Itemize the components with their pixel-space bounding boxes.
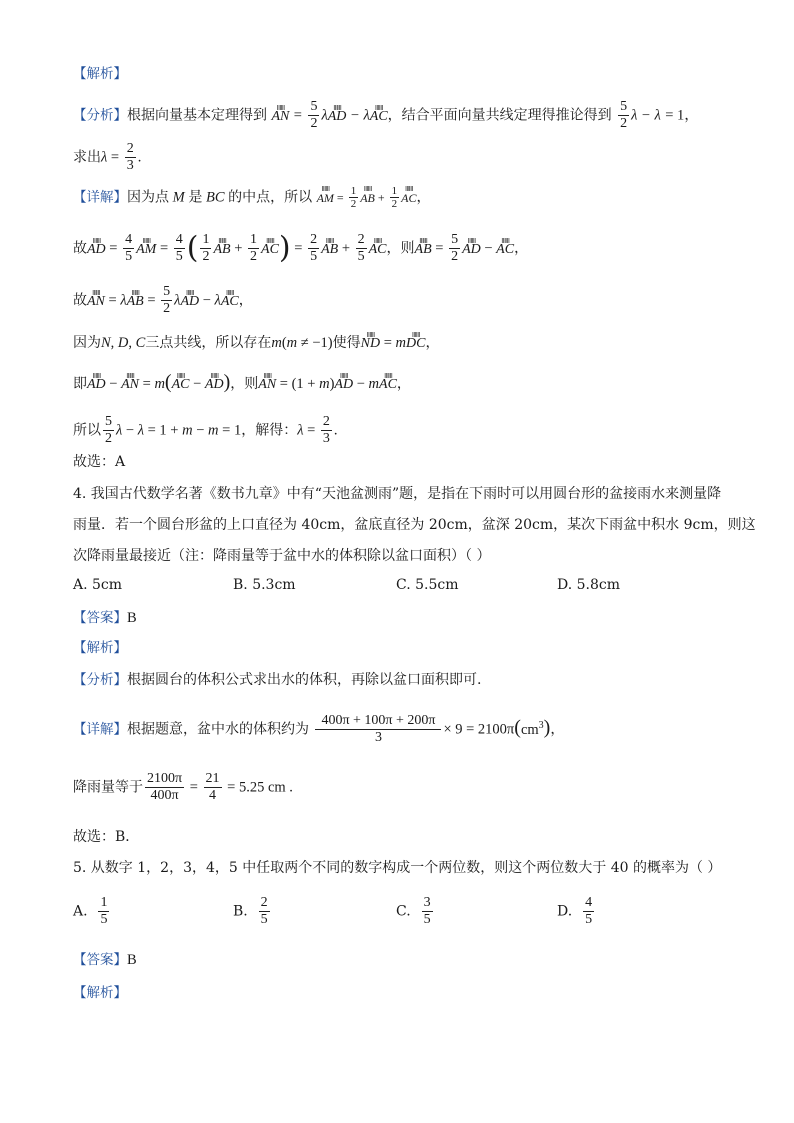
jiexi-label-3: 【解析】 (73, 985, 127, 1001)
q4-stem-line-1: 4. 我国古代数学名著《数书九章》中有“天池盆测雨”题，是指在下雨时可以用圆台形的盆接雨水来测量降 (73, 486, 722, 502)
q4-option-c: C. 5.5cm (396, 577, 459, 593)
q4-detail-line: 【详解】根据题意，盆中水的体积约为 $\frac{400\pi + 100\pi + 200\pi}{3}$ × $9 = 2100\pi(cm^3)$， (73, 713, 565, 745)
gu-text-2: 故 (73, 292, 87, 309)
suoyi-text: 所以 (73, 422, 101, 439)
q3-detail-line-2: 故ⅢⅢ AD = $\frac{4}{5}$ ⅢⅢ AM = $\frac{4}{5}$ ( $\frac{1}{2}$ ⅢⅢ AB + $\frac{1}{2}$ ⅢⅢ AC) = $\frac{2}{5}$ ⅢⅢ AB + $\frac{2}{5}$ ⅢⅢ AC，则ⅢⅢ AB = $\frac{5}{2}$ ⅢⅢ AD − ⅢⅢ AC， (73, 232, 734, 265)
q4-answer-line (73, 608, 734, 628)
fenxi-label: 【分析】 (73, 107, 127, 124)
q3-detail-line-3: 故ⅢⅢ AN = λⅢⅢ AB = $\frac{5}{2}$ λⅢⅢ AD − λⅢⅢ AC， (73, 284, 734, 317)
q3-analysis-text-b: ，结合平面向量共线定理得推论得到 (387, 107, 612, 124)
q3-analysis-text-c: 求出 (73, 149, 101, 166)
q3-detail-line-4: 因为N, D, C三点共线，所以存在m(m ≠ −1)使得ⅢⅢ ND = mⅢⅢ DC， (73, 333, 734, 354)
q3-detail-line-6: 所以 $\frac{5}{2}$ λ − λ = 1 + m − m = 1，解得：λ = $\frac{2}{3}$ . (73, 414, 338, 446)
q3-analysis-line-2: 求出λ = $\frac{2}{3}$ . (73, 141, 142, 173)
ji-text: 即 (73, 376, 87, 392)
fenxi-label-2: 【分析】 (73, 672, 127, 688)
q3-detail-text-c: 的中点，所以 (228, 189, 313, 206)
sandian-text: 三点共线，所以存在 (145, 335, 272, 351)
q4-option-d: D. 5.8cm (557, 577, 621, 593)
q4-analysis-text: 根据圆台的体积公式求出水的体积，再除以盆口面积即可. (127, 672, 482, 688)
fraction: $\frac{5}{2}$ (310, 99, 318, 131)
q3-analysis-line: 【分析】根据向量基本定理得到 ⅢⅢ AN = $\frac{5}{2}$ λⅢⅢ AD − λⅢⅢ AC，结合平面向量共线定理得推论得到 $\frac{5}{2}$ λ − λ = 1， (73, 99, 734, 132)
jiexi-label-2: 【解析】 (73, 640, 127, 656)
q4-stem-line-2: 雨量．若一个圆台形盆的上口直径为 40cm，盆底直径为 20cm，盆深 20cm，某次下雨盆中积水 9cm，则这 (73, 517, 756, 533)
gu-text: 故 (73, 240, 87, 257)
q5-answer: B (127, 952, 137, 968)
q4-rain-text: 降雨量等于 (73, 779, 143, 796)
q4-analysis-line (73, 670, 734, 690)
q3-detail-line-1: 【详解】因为点 M 是 BC 的中点，所以 ⅢⅢ AM = $\frac{1}{2}$ ⅢⅢ AB + $\frac{1}{2}$ ⅢⅢ AC， (73, 185, 734, 210)
ze-text: ，则 (386, 240, 415, 257)
q4-option-b: B. 5.3cm (233, 577, 296, 593)
daan-label-2: 【答案】 (73, 952, 127, 968)
q4-stem-line-3: 次降雨量最接近（注：降雨量等于盆中水的体积除以盆口面积）（ ） (73, 548, 491, 564)
q5-answer-line (73, 950, 734, 970)
shide-text: 使得 (332, 335, 361, 351)
q5-option-b: B. $\frac{2}{5}$ (233, 895, 268, 927)
q4-choice: 故选：B． (73, 829, 140, 845)
q4-detail-text: 根据题意，盆中水的体积约为 (127, 721, 309, 738)
q3-analysis-text-a: 根据向量基本定理得到 (127, 107, 267, 124)
xiangjie-label-2: 【详解】 (73, 721, 127, 738)
q3-choice: 故选：A (73, 454, 126, 470)
q4-answer: B (127, 610, 137, 626)
q3-detail-text-b: 是 (188, 189, 203, 206)
daan-label: 【答案】 (73, 610, 127, 626)
q3-detail-line-5: 即ⅢⅢ AD − ⅢⅢ AN = m(ⅢⅢ AC − ⅢⅢ AD)，则ⅢⅢ AN = (1 + m)ⅢⅢ AD − mⅢⅢ AC， (73, 372, 734, 395)
jiede-text: ，解得： (241, 422, 298, 439)
xiangjie-label: 【详解】 (73, 189, 127, 206)
q4-jiexi-line (73, 638, 734, 658)
q5-option-d: D. $\frac{4}{5}$ (557, 895, 593, 927)
q5-option-a: A. $\frac{1}{5}$ (73, 895, 108, 927)
yinwei-text: 因为 (73, 335, 101, 351)
solution-heading (73, 64, 734, 84)
q5-option-c: C. $\frac{3}{5}$ (396, 895, 431, 927)
ze-text-2: ，则 (230, 376, 259, 392)
q3-detail-text-a: 因为点 (127, 189, 169, 206)
q4-option-a: A. 5cm (73, 577, 123, 593)
q5-stem: 5. 从数字 1，2，3，4，5 中任取两个不同的数字构成一个两位数，则这个两位数大于 40 的概率为（ ） (73, 860, 722, 876)
q4-rain-line: 降雨量等于 $\frac{2100\pi}{400\pi}$ = $\frac{21}{4}$ = 5.25 cm . (73, 771, 293, 803)
jiexi-label: 【解析】 (73, 66, 127, 82)
q5-jiexi-line (73, 983, 734, 1003)
